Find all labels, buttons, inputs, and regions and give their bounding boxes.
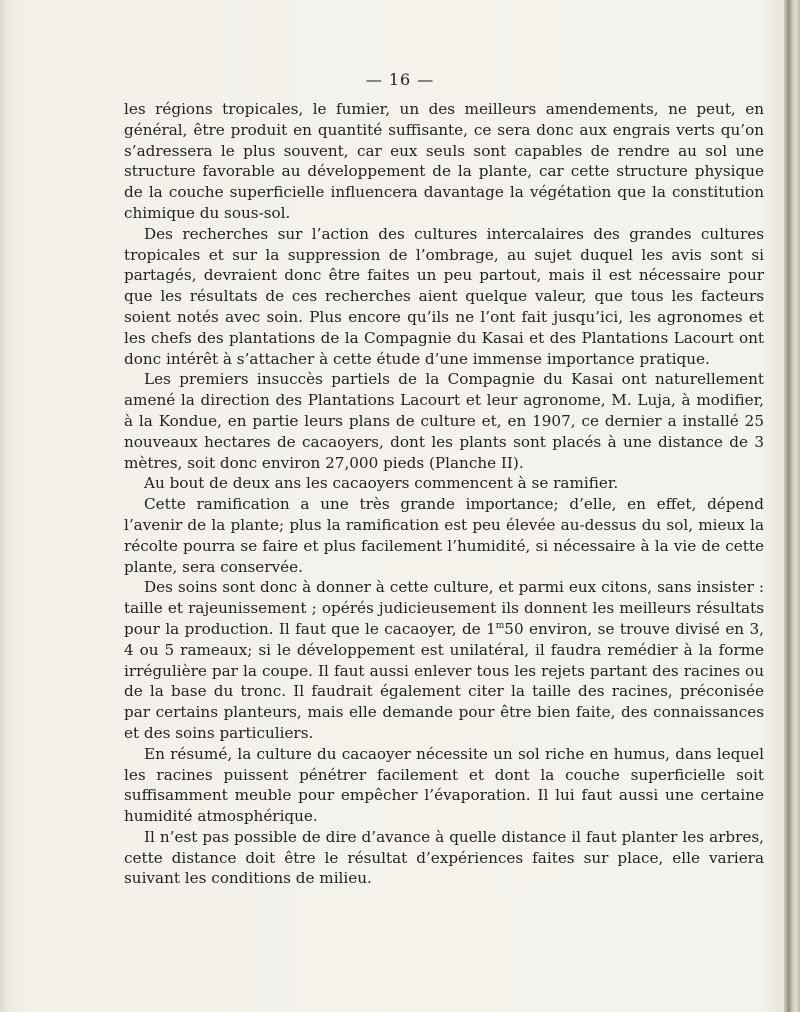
paragraph: En résumé, la culture du cacaoyer nécessite un sol riche en humus, dans lequel les racines puissent pénétrer facilement et dont la couche superficielle soit suffisamment meuble pour empêcher l’évaporation. Il lui faut aussi une certaine humidité atmosphérique. [124,744,764,826]
book-binding-edge [784,0,800,1012]
body-text [124,99,764,889]
page-number: — 16 — [365,70,435,89]
paragraph: Les premiers insuccès partiels de la Compagnie du Kasai ont naturellement amené la direction des Plantations Lacourt et leur agronome, M. Luja, à modifier, à la Kondue, en partie leurs plans de culture et, en 1907, ce dernier a installé 25 nouveaux hectares de cacaoyers, dont les plants sont placés à une distance de 3 mètres, soit donc environ 27,000 pieds (Planche II). [124,370,764,472]
page-left-shadow [0,0,10,1012]
paragraph: Des soins sont donc à donner à cette culture, et parmi eux citons, sans insister : taille et rajeunissement ; opérés judicieusement ils donnent les meilleurs résultats pour la production. Il faut que le cacaoyer, de 1$^m$50 environ, se trouve divisé en 3, 4 ou 5 rameaux; si le développement est unilatéral, il faudra remédier à la forme irrégulière par la coupe. Il faut aussi enlever tous les rejets partant des racines ou de la base du tronc. Il faudrait également citer la taille des racines, préconisée par certains planteurs, mais elle demande pour être bien faite, des connaissances et des soins particuliers. [124,578,764,742]
paragraph: les régions tropicales, le fumier, un des meilleurs amendements, ne peut, en général, être produit en quantité suffisante, ce sera donc aux engrais verts qu’on s’adressera le plus souvent, car eux seuls sont capables de rendre au sol une structure favorable au développement de la plante, car cette structure physique de la couche superficielle influencera davantage la végétation que la constitution chimique du sous-sol. [124,100,764,222]
paragraph: Au bout de deux ans les cacaoyers commencent à se ramifier. [144,474,619,493]
paragraph: Cette ramification a une très grande importance; d’elle, en effet, dépend l’avenir de la plante; plus la ramification est peu élevée au-dessus du sol, mieux la récolte pourra se faire et plus facilement l’humidité, si nécessaire à la vie de cette plante, sera conservée. [124,495,764,576]
paragraph: Des recherches sur l’action des cultures intercalaires des grandes cultures tropicales et sur la suppression de l’ombrage, au sujet duquel les avis sont si partagés, devraient donc être faites un peu partout, mais il est nécessaire pour que les résultats de ces recherches aient quelque valeur, que tous les facteurs soient notés avec soin. Plus encore qu’ils ne l’ont fait jusqu’ici, les agronomes et les chefs des plantations de la Compagnie du Kasai et des Plantations Lacourt ont donc intérêt à s’attacher à cette étude d’une immense importance pratique. [124,224,764,368]
paragraph: Il n’est pas possible de dire d’avance à quelle distance il faut planter les arbres, cette distance doit être le résultat d’expériences faites sur place, elle variera suivant les conditions de milieu. [124,827,764,888]
